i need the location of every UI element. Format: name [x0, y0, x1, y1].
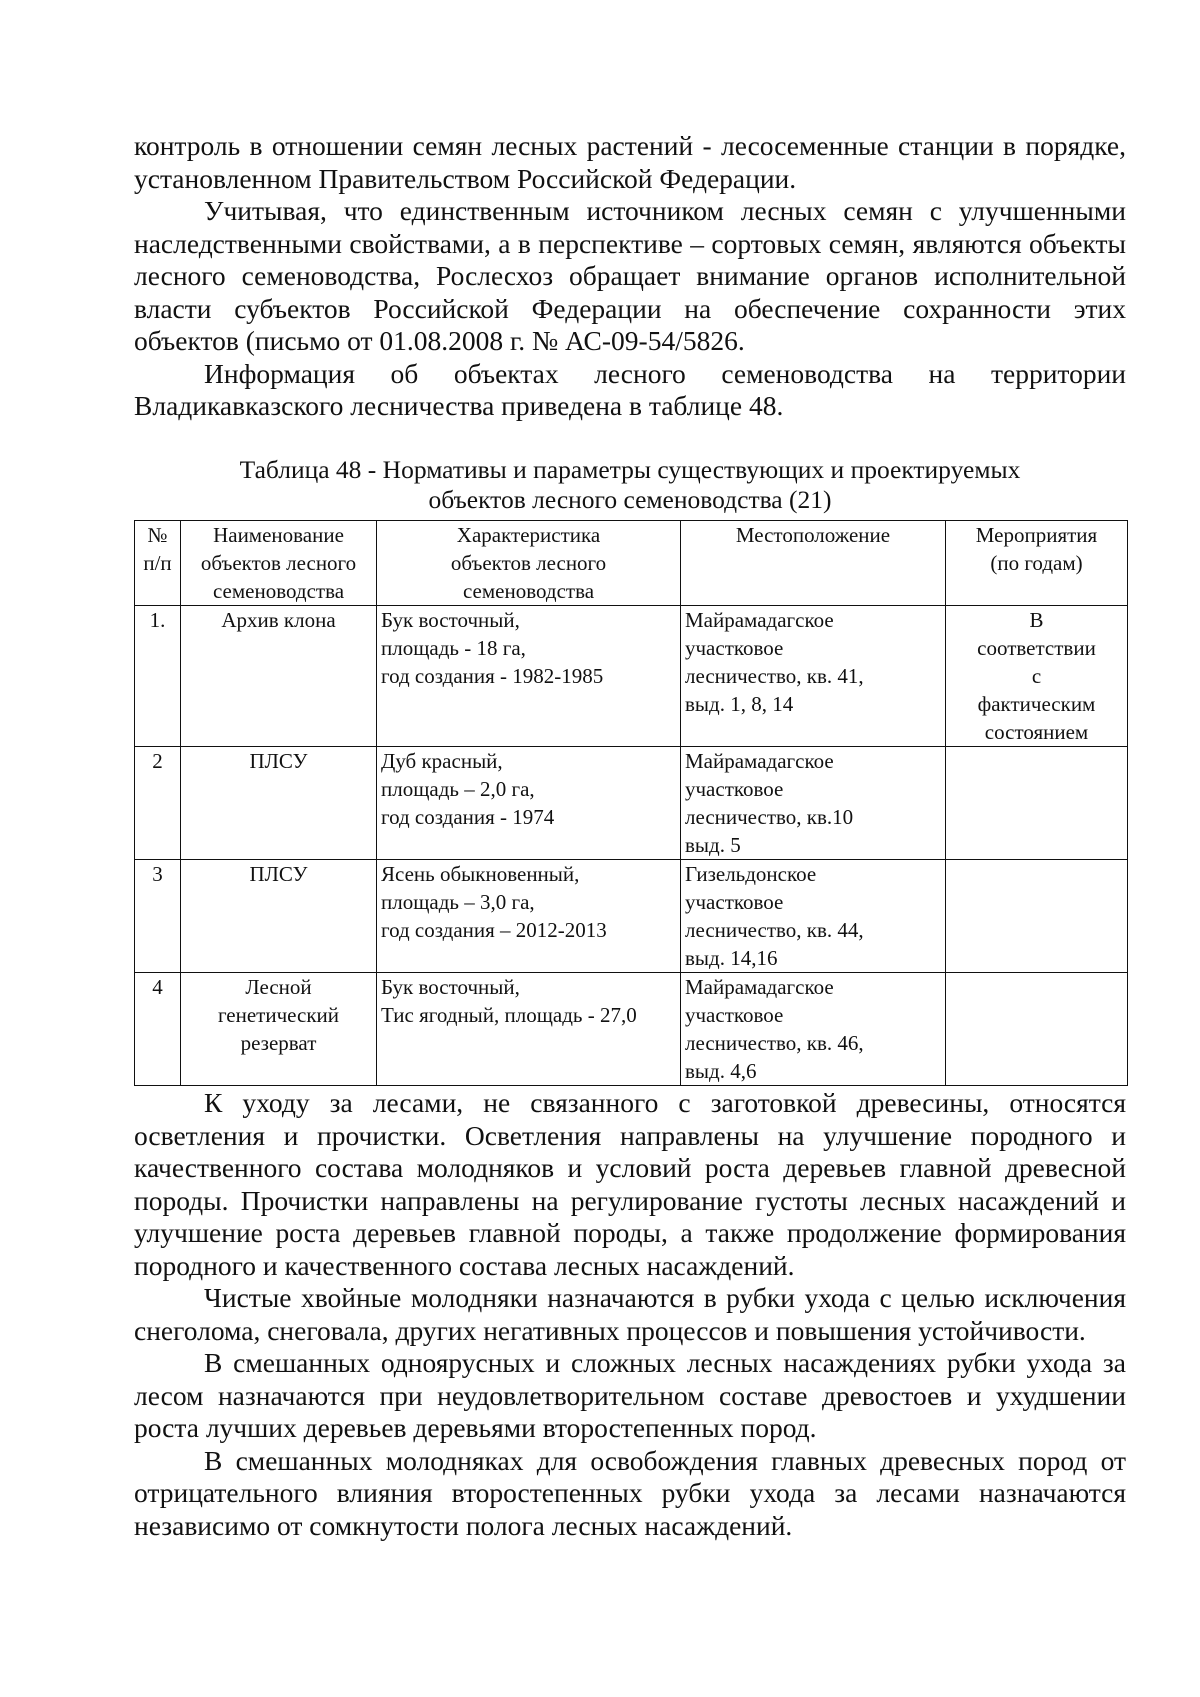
table-caption-line: Таблица 48 - Нормативы и параметры существующих и проектируемых — [239, 455, 1021, 484]
cell-name: ПЛСУ — [181, 747, 377, 860]
cell-measures — [946, 860, 1128, 973]
cell-characteristics: Дуб красный, площадь – 2,0 га, год создания - 1974 — [377, 747, 681, 860]
cell-num: 1. — [135, 606, 181, 747]
cell-characteristics: Ясень обыкновенный, площадь – 3,0 га, год создания – 2012-2013 — [377, 860, 681, 973]
table-row — [135, 973, 1128, 1086]
cell-location: Майрамадагское участковое лесничество, кв. 41, выд. 1, 8, 14 — [681, 606, 946, 747]
table-row — [135, 606, 1128, 747]
cell-num: 2 — [135, 747, 181, 860]
outro-text — [134, 1087, 1126, 1542]
table-row — [135, 747, 1128, 860]
cell-location: Гизельдонское участковое лесничество, кв. 44, выд. 14,16 — [681, 860, 946, 973]
paragraph: В смешанных одноярусных и сложных лесных насаждениях рубки ухода за лесом назначаются при неудовлетворительном составе древостоев и ухудшении роста лучших деревьев деревьями второстепенных пород. — [134, 1347, 1126, 1443]
cell-num: 3 — [135, 860, 181, 973]
header-name: Наименование объектов лесного семеноводства — [181, 521, 377, 606]
paragraph: К уходу за лесами, не связанного с заготовкой древесины, относятся осветления и прочистки. Осветления направлены на улучшение породного и качественного состава молодняков и условий роста деревьев главной древесной породы. Прочистки направлены на регулирование густоты лесных насаждений и улучшение роста деревьев главной породы, а также продолжение формирования породного и качественного состава лесных насаждений. — [134, 1087, 1126, 1281]
paragraph: Учитывая, что единственным источником лесных семян с улучшенными наследственными свойствами, а в перспективе – сортовых семян, являются объекты лесного семеноводства, Рослесхоз обращает внимание органов исполнительной власти субъектов Российской Федерации на обеспечение сохранности этих объектов (письмо от 01.08.2008 г. № АС-09-54/5826. — [134, 195, 1126, 356]
header-location: Местоположение — [681, 521, 946, 606]
header-num: № п/п — [135, 521, 181, 606]
cell-measures: В соответствии с фактическим состоянием — [946, 606, 1128, 747]
cell-characteristics: Бук восточный, площадь - 18 га, год создания - 1982-1985 — [377, 606, 681, 747]
intro-text — [134, 130, 1126, 423]
cell-location: Майрамадагское участковое лесничество, кв.10 выд. 5 — [681, 747, 946, 860]
paragraph: В смешанных молодняках для освобождения главных древесных пород от отрицательного влияния второстепенных рубки ухода за лесами назначаются независимо от сомкнутости полога лесных насаждений. — [134, 1444, 1126, 1541]
cell-characteristics: Бук восточный, Тис ягодный, площадь - 27,0 — [377, 973, 681, 1086]
cell-num: 4 — [135, 973, 181, 1086]
table-caption — [134, 455, 1126, 515]
cell-name: Архив клона — [181, 606, 377, 747]
table-header-row — [135, 521, 1128, 606]
paragraph: Чистые хвойные молодняки назначаются в рубки ухода с целью исключения снеголома, снеговала, других негативных процессов и повышения устойчивости. — [134, 1282, 1126, 1346]
paragraph: Информация об объектах лесного семеноводства на территории Владикавказского лесничества приведена в таблице 48. — [134, 357, 1126, 421]
table-row — [135, 860, 1128, 973]
header-characteristics: Характеристика объектов лесного семеноводства — [377, 521, 681, 606]
cell-measures — [946, 747, 1128, 860]
paragraph-continuation: контроль в отношении семян лесных растений - лесосеменные станции в порядке, установленном Правительством Российской Федерации. — [134, 130, 1126, 194]
cell-name: Лесной генетический резерват — [181, 973, 377, 1086]
cell-measures — [946, 973, 1128, 1086]
cell-name: ПЛСУ — [181, 860, 377, 973]
table-caption-line: объектов лесного семеноводства (21) — [428, 485, 832, 514]
header-measures: Мероприятия (по годам) — [946, 521, 1128, 606]
seed-objects-table — [134, 520, 1128, 1086]
cell-location: Майрамадагское участковое лесничество, кв. 46, выд. 4,6 — [681, 973, 946, 1086]
